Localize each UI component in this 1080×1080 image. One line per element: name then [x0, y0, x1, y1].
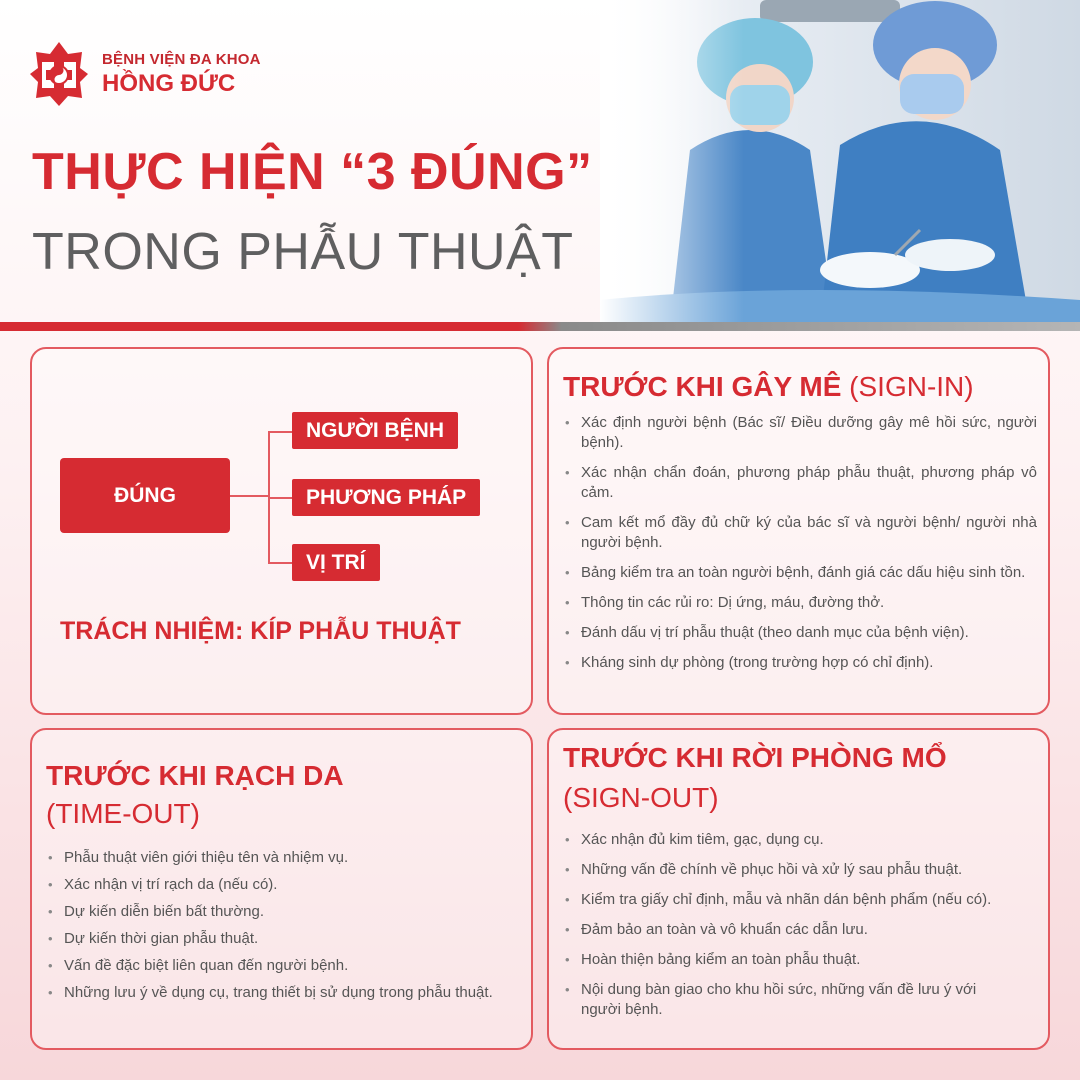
- list-item: • Đảm bảo an toàn và vô khuẩn các dẫn lưu.: [563, 920, 1003, 940]
- list-item: • Hoàn thiện bảng kiểm an toàn phẫu thuật.: [563, 950, 1003, 970]
- list-item: • Dự kiến thời gian phẫu thuật.: [46, 929, 506, 949]
- list-item: • Xác nhận đủ kim tiêm, gạc, dụng cụ.: [563, 830, 1003, 850]
- list-item: • Xác nhận chẩn đoán, phương pháp phẫu thuật, phương pháp vô cảm.: [563, 463, 1037, 503]
- responsibility-text: TRÁCH NHIỆM: KÍP PHẪU THUẬT: [60, 617, 461, 645]
- tag-vi-tri: VỊ TRÍ: [292, 544, 380, 581]
- list-item: • Cam kết mổ đầy đủ chữ ký của bác sĩ và người bệnh/ người nhà người bệnh.: [563, 513, 1037, 553]
- sign-in-list: [563, 413, 1037, 683]
- time-out-panel: [30, 728, 533, 1050]
- sign-out-panel: [547, 728, 1050, 1050]
- list-item: • Đánh dấu vị trí phẫu thuật (theo danh mục của bệnh viện).: [563, 623, 1037, 643]
- page-title: THỰC HIỆN “3 ĐÚNG”: [32, 143, 593, 201]
- list-item: • Dự kiến diễn biến bất thường.: [46, 902, 506, 922]
- logo-line2: HỒNG ĐỨC: [102, 69, 236, 97]
- list-item: • Phẫu thuật viên giới thiệu tên và nhiệm vụ.: [46, 848, 506, 868]
- list-item: • Xác định người bệnh (Bác sĩ/ Điều dưỡng gây mê hồi sức, người bệnh).: [563, 413, 1037, 453]
- sign-out-list: [563, 830, 1003, 1030]
- three-correct-panel: [30, 347, 533, 715]
- hospital-logo: [28, 40, 261, 108]
- list-item: • Bảng kiểm tra an toàn người bệnh, đánh giá các dấu hiệu sinh tồn.: [563, 563, 1037, 583]
- list-item: • Xác nhận vị trí rạch da (nếu có).: [46, 875, 506, 895]
- tree-branch-2: [268, 497, 292, 499]
- time-out-title: TRƯỚC KHI RẠCH DA: [46, 760, 344, 791]
- logo-line1: BỆNH VIỆN ĐA KHOA: [102, 50, 261, 68]
- hospital-emblem-icon: [28, 40, 90, 108]
- sign-out-subtitle: (SIGN-OUT): [563, 782, 719, 813]
- time-out-list: [46, 848, 506, 1010]
- tag-phuong-phap: PHƯƠNG PHÁP: [292, 479, 480, 516]
- tree-branch-1: [268, 431, 292, 433]
- list-item: • Vấn đề đặc biệt liên quan đến người bệnh.: [46, 956, 506, 976]
- list-item: • Nội dung bàn giao cho khu hồi sức, những vấn đề lưu ý với người bệnh.: [563, 980, 1003, 1020]
- list-item: • Thông tin các rủi ro: Dị ứng, máu, đường thở.: [563, 593, 1037, 613]
- list-item: • Những lưu ý về dụng cụ, trang thiết bị sử dụng trong phẫu thuật.: [46, 983, 506, 1003]
- dung-box: ĐÚNG: [60, 458, 230, 533]
- list-item: • Kháng sinh dự phòng (trong trường hợp có chỉ định).: [563, 653, 1037, 673]
- list-item: • Những vấn đề chính về phục hồi và xử lý sau phẫu thuật.: [563, 860, 1003, 880]
- surgery-photo: [600, 0, 1080, 324]
- tree-branch-3: [268, 562, 292, 564]
- sign-in-title-main: TRƯỚC KHI GÂY MÊ: [563, 371, 842, 402]
- list-item: • Kiểm tra giấy chỉ định, mẫu và nhãn dán bệnh phẩm (nếu có).: [563, 890, 1003, 910]
- tree-connector: [230, 495, 268, 497]
- sign-in-title-sub: (SIGN-IN): [849, 371, 974, 402]
- sign-in-panel: [547, 347, 1050, 715]
- time-out-subtitle: (TIME-OUT): [46, 798, 200, 829]
- page-subtitle: TRONG PHẪU THUẬT: [32, 223, 574, 281]
- sign-in-title: [563, 371, 974, 403]
- tag-nguoi-benh: NGƯỜI BỆNH: [292, 412, 458, 449]
- sign-out-title: TRƯỚC KHI RỜI PHÒNG MỔ: [563, 742, 947, 773]
- header-divider: [0, 322, 1080, 331]
